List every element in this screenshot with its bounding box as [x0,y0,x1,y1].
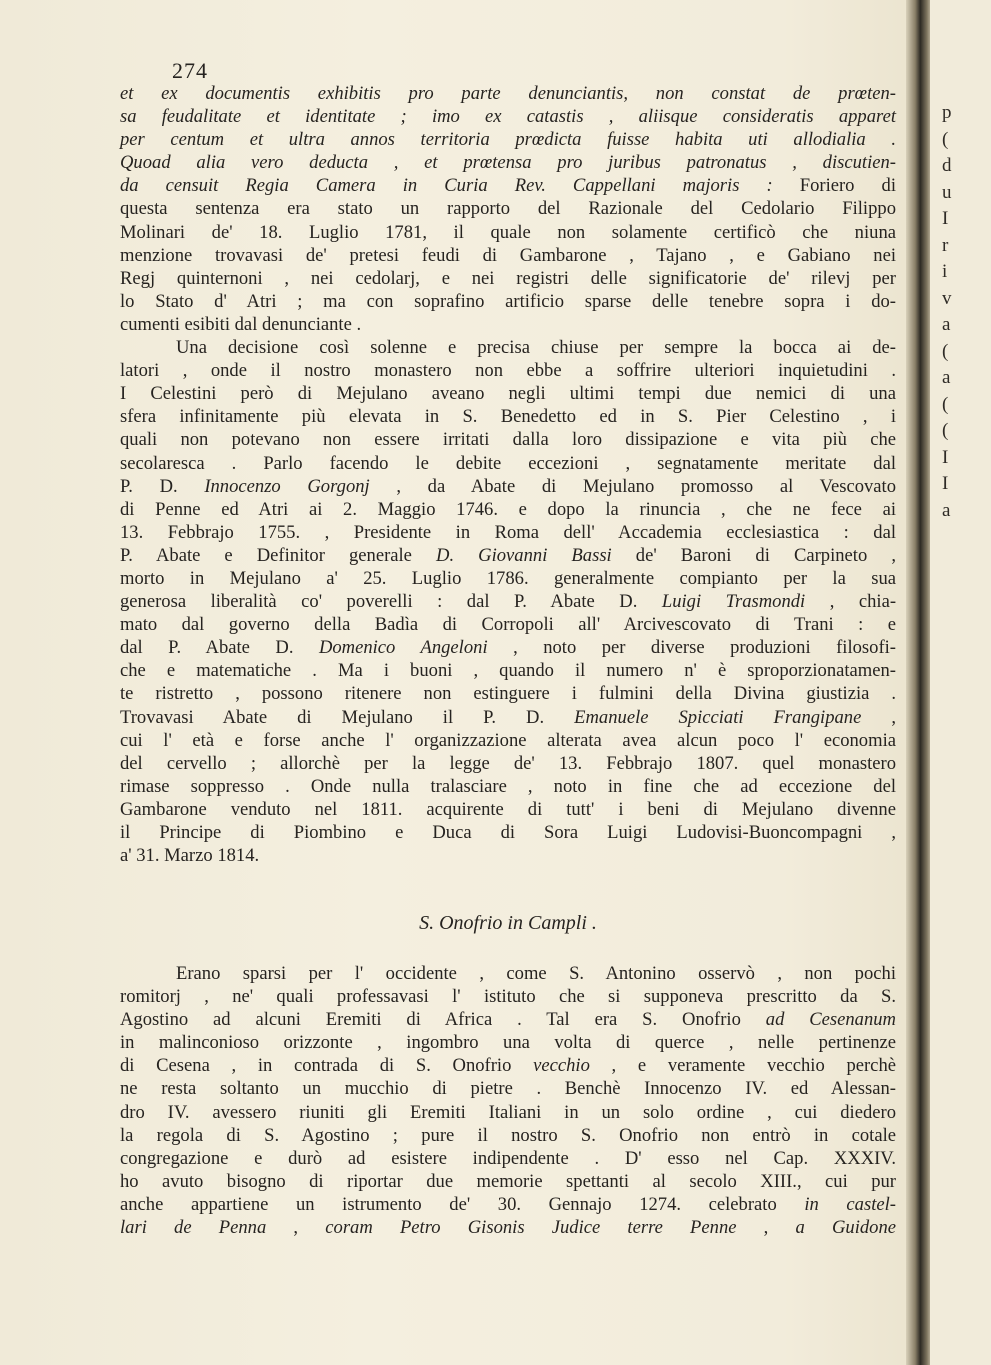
italic-text: per centum et ultra annos territoria prœdicta fuisse habita uti allodialia . [120,129,896,151]
text-span: Erano sparsi per l' occidente , come S. Antonino osservò , non pochi [176,963,896,984]
text-span: il Principe di Piombino e Duca di Sora Luigi Ludovisi-Buoncompagni , [120,822,896,843]
text-line [120,544,896,567]
italic-text: vecchio [533,1055,590,1077]
text-span: cumenti esibiti dal denunciante . [120,313,362,335]
text-span: Gambarone venduto nel 1811. acquirente di tutt' i beni di Mejulano divenne [120,798,896,820]
text-line [120,729,896,752]
text-line [120,1101,896,1124]
text-line [120,659,896,682]
italic-text: sa feudalitate et identitate ; imo ex catastis , aliisque consideratis apparet [120,106,896,128]
text-span: ho avuto bisogno di riportar due memorie spettanti al secolo XIII., cui pur [120,1170,896,1192]
edge-letter: ( [942,340,949,362]
facing-page-edge-letters [942,100,982,524]
text-span: , [266,1217,326,1239]
text-span: di Cesena , in contrada di S. Onofrio [120,1055,534,1077]
text-span: romitorj , ne' quali professavasi l' istituto che si supponeva prescritto da S. [120,986,896,1008]
italic-text: Domenico Angeloni [318,637,488,659]
text-span: mato dal governo della Badìa di Corropoli all' Arcivescovato di Trani : e [120,614,896,636]
section-heading: S. Onofrio in Campli . [419,912,597,934]
text-line [120,590,896,613]
text-span: dro IV. avessero riuniti gli Eremiti Italiani in un solo ordine , cui diedero [120,1101,896,1123]
text-span: generosa liberalità co' poverelli : dal P. Abate D. [120,591,662,613]
text-line [120,452,896,475]
text-span: quali non potevano non essere irritati dalla loro dissipazione e vita più che [120,429,896,451]
text-span: rimase soppresso . Onde nulla tralasciare , noto in fine che ad eccezione del [120,775,896,797]
edge-letter: ( [942,420,949,441]
text-line [120,1124,896,1147]
italic-text: da censuit Regia Camera in Curia Rev. Cappellani majoris : [120,175,773,197]
text-span: , noto per diverse produzioni filosofi- [487,637,896,659]
text-line [120,498,896,521]
text-span: in malinconioso orizzonte , ingombro una volta di querce , nelle pertinenze [120,1032,896,1054]
text-span: , da Abate di Mejulano promosso al Vescovato [369,475,897,497]
text-span: congregazione e durò ad esistere indipendente . D' esso nel Cap. XXXIV. [120,1147,896,1169]
text-span: anche appartiene un istrumento de' 30. Gennajo 1274. celebrato [120,1193,805,1215]
text-line [120,1170,896,1193]
book-gutter [906,0,932,1365]
text-line [120,521,896,544]
text-span: ne resta soltanto un mucchio di pietre . Benchè Innocenzo IV. ed Alessan- [120,1078,896,1100]
text-line [120,428,896,451]
text-line [120,821,896,844]
edge-letter: r [942,234,949,256]
edge-letter: v [942,287,952,309]
edge-letter: ( [942,393,949,415]
italic-text: et ex documentis exhibitis pro parte denunciantis, non constat de prœten- [120,83,896,104]
text-span: lo Stato d' Atri ; ma con soprafino artificio sparse delle tenebre sopra i do- [120,290,896,312]
text-line [120,962,896,985]
text-span: , e veramente vecchio perchè [589,1055,896,1077]
text-line [120,105,896,128]
edge-letter: I [942,473,949,494]
text-span: del cervello ; allorchè per la legge de' 13. Febbrajo 1807. quel monastero [120,752,896,774]
text-span: menzione trovavasi de' pretesi feudi di Gambarone , Tajano , e Gabiano nei [120,244,896,266]
text-line [120,128,896,151]
text-line [120,636,896,659]
italic-text: Luigi Trasmondi [661,591,806,613]
text-line [120,290,896,313]
edge-letter: d [942,155,952,176]
text-line [120,197,896,220]
edge-letter: a [942,314,951,335]
text-line [120,221,896,244]
text-line [120,985,896,1008]
italic-text: in castel- [804,1193,896,1215]
text-line [120,775,896,798]
text-line [120,798,896,821]
italic-text: coram Petro Gisonis Judice terre Penne [325,1217,737,1239]
text-span: latori , onde il nostro monastero non ebbe a soffrire ulteriori inquietudini . [120,360,896,382]
text-span: Regj quinternoni , nei cedolarj, e nei registri delle significatorie de' rilevj per [120,267,896,289]
text-line [120,1216,896,1239]
text-line [120,1031,896,1054]
text-span: Agostino ad alcuni Eremiti di Africa . Tal era S. Onofrio [120,1009,766,1031]
text-span: 13. Febbrajo 1755. , Presidente in Roma dell' Accademia ecclesiastica : dal [120,521,896,543]
text-line [120,682,896,705]
text-span: che e matematiche . Ma i buoni , quando il numero n' è sproporzionatamen- [120,660,896,682]
text-span: P. Abate e Definitor generale [120,544,437,566]
text-line [120,613,896,636]
text-line [120,1077,896,1100]
text-line [120,151,896,174]
text-block-mejulano [120,82,896,867]
edge-letter: u [942,181,952,203]
italic-text: ad Cesenanum [765,1009,896,1031]
text-line [120,475,896,498]
text-span: de' Baroni di Carpineto , [611,544,896,566]
text-span: di Penne ed Atri ai 2. Maggio 1746. e dopo la rinuncia , che ne fece ai [120,498,896,520]
text-line [120,1054,896,1077]
text-line [120,567,896,590]
italic-text: Innocenzo Gorgonj [204,475,370,497]
edge-letter: I [942,208,949,229]
edge-letter: ( [942,128,949,150]
text-span: P. D. [120,475,205,497]
text-line [120,752,896,775]
text-line [120,359,896,382]
text-span: Molinari de' 18. Luglio 1781, il quale non solamente certificò che niuna [120,221,896,243]
text-line [120,1147,896,1170]
text-span: morto in Mejulano a' 25. Luglio 1786. generalmente compianto per la sua [120,567,896,589]
italic-text: lari de Penna [120,1217,267,1239]
text-span: , [736,1217,796,1239]
text-line [120,405,896,428]
text-span: dal P. Abate D. [120,637,319,659]
text-span: , [861,706,897,728]
italic-text: Quoad alia vero deducta , et prœtensa pro juribus patronatus , discutien- [120,152,896,174]
text-span: a' 31. Marzo 1814. [120,845,260,867]
text-span: cui l' età e forse anche l' organizzazione alterata avea alcun poco l' economia [120,729,896,751]
edge-letter: p [942,102,952,123]
text-line [120,267,896,290]
italic-text: Emanuele Spicciati Frangipane [574,706,862,728]
edge-letter: I [942,446,949,468]
text-line [120,1008,896,1031]
text-span: Foriero di [772,175,896,197]
text-span: questa sentenza era stato un rapporto del Razionale del Cedolario Filippo [120,198,896,220]
text-span: te ristretto , possono ritenere non estinguere i fulmini della Divina giustizia . [120,683,896,705]
edge-letter: a [942,499,951,521]
italic-text: D. Giovanni Bassi [436,544,612,566]
text-span: I Celestini però di Mejulano aveano negli ultimi tempi due nemici di una [120,383,896,405]
text-span: la regola di S. Agostino ; pure il nostro S. Onofrio non entrò in cotale [120,1124,896,1146]
text-line [120,336,896,359]
edge-letter: a [942,367,951,388]
text-line [120,1193,896,1216]
text-span: Trovavasi Abate di Mejulano il P. D. [120,706,575,728]
text-span: secolaresca . Parlo facendo le debite eccezioni , segnatamente meritate dal [120,452,896,474]
text-line [120,174,896,197]
italic-text: a Guidone [795,1217,897,1239]
text-line [120,844,896,867]
text-line [120,82,896,105]
text-line [120,244,896,267]
text-span: sfera infinitamente più elevata in S. Benedetto ed in S. Pier Celestino , i [120,406,896,428]
text-span: Una decisione così solenne e precisa chiuse per sempre la bocca ai de- [176,337,896,359]
text-line [120,313,896,336]
text-line [120,382,896,405]
page-number: 274 [172,58,208,83]
text-block-onofrio [120,962,896,1239]
text-span: , chia- [805,591,897,613]
edge-letter: i [942,261,948,282]
text-line [120,706,896,729]
